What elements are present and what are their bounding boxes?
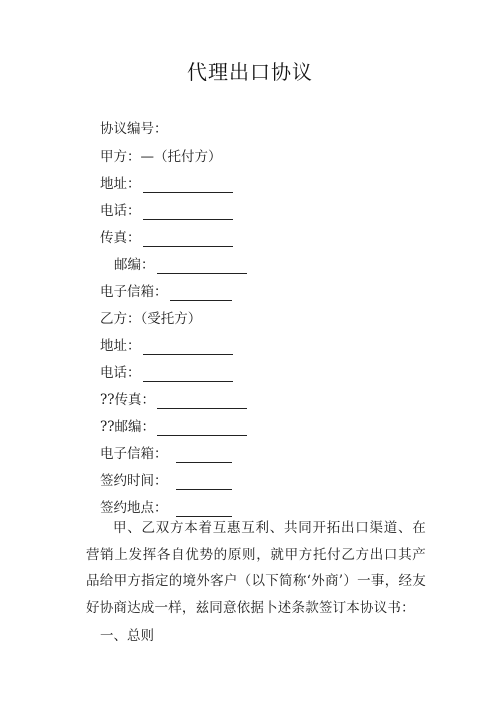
party-a-fax-field: [100, 229, 233, 247]
field-label: 协议编号：: [100, 121, 168, 137]
field-label: 邮编：: [114, 257, 155, 273]
field-label: 签约时间：: [100, 473, 168, 489]
blank-line: [157, 394, 247, 409]
party-b-phone-field: [100, 364, 233, 382]
party-a-field: [100, 148, 222, 166]
blank-line: [143, 367, 233, 382]
field-label: 电子信箱：: [100, 446, 168, 462]
field-label: 传真：: [100, 230, 141, 246]
section-heading: 一、总则: [100, 628, 154, 644]
party-a-email-field: [100, 283, 232, 301]
field-label: 乙方：（受托方）: [100, 311, 202, 327]
field-label: 地址：: [100, 338, 141, 354]
blank-line: [143, 205, 233, 220]
blank-line: [143, 178, 233, 193]
field-label: 甲方：—（托付方）: [100, 149, 222, 165]
blank-line: [157, 421, 247, 436]
party-b-field: [100, 310, 201, 328]
document-title: 代理出口协议: [187, 60, 313, 84]
party-b-address-field: [100, 337, 233, 355]
party-a-address-field: [100, 175, 233, 193]
party-b-fax-field: [100, 391, 247, 409]
intro-paragraph: 甲、乙双方本着互惠互利、共同开拓出口渠道、在营销上发挥各自优势的原则，就甲方托付乙方出口其产品给甲方指定的境外客户（以下简称‘外商’）一事，经友好协商达成一样，兹同意依据卜述条款签订本协议书：: [86, 520, 426, 616]
party-b-email-field: [100, 445, 232, 463]
party-a-postcode-field: [114, 256, 247, 274]
blank-line: [143, 232, 233, 247]
field-label: ??传真：: [100, 392, 155, 408]
blank-line: [176, 448, 232, 463]
field-label: 地址：: [100, 176, 141, 192]
party-a-phone-field: [100, 202, 233, 220]
blank-line: [176, 475, 232, 490]
agreement-number-field: [100, 120, 168, 138]
field-label: 电话：: [100, 203, 141, 219]
field-label: 电话：: [100, 365, 141, 381]
signing-time-field: [100, 472, 232, 490]
field-label: 签约地点：: [100, 500, 168, 516]
field-label: 电子信箱：: [100, 284, 168, 300]
blank-line: [170, 286, 232, 301]
field-label: ??邮编：: [100, 419, 155, 435]
blank-line: [157, 259, 247, 274]
blank-line: [143, 340, 233, 355]
party-b-postcode-field: [100, 418, 247, 436]
